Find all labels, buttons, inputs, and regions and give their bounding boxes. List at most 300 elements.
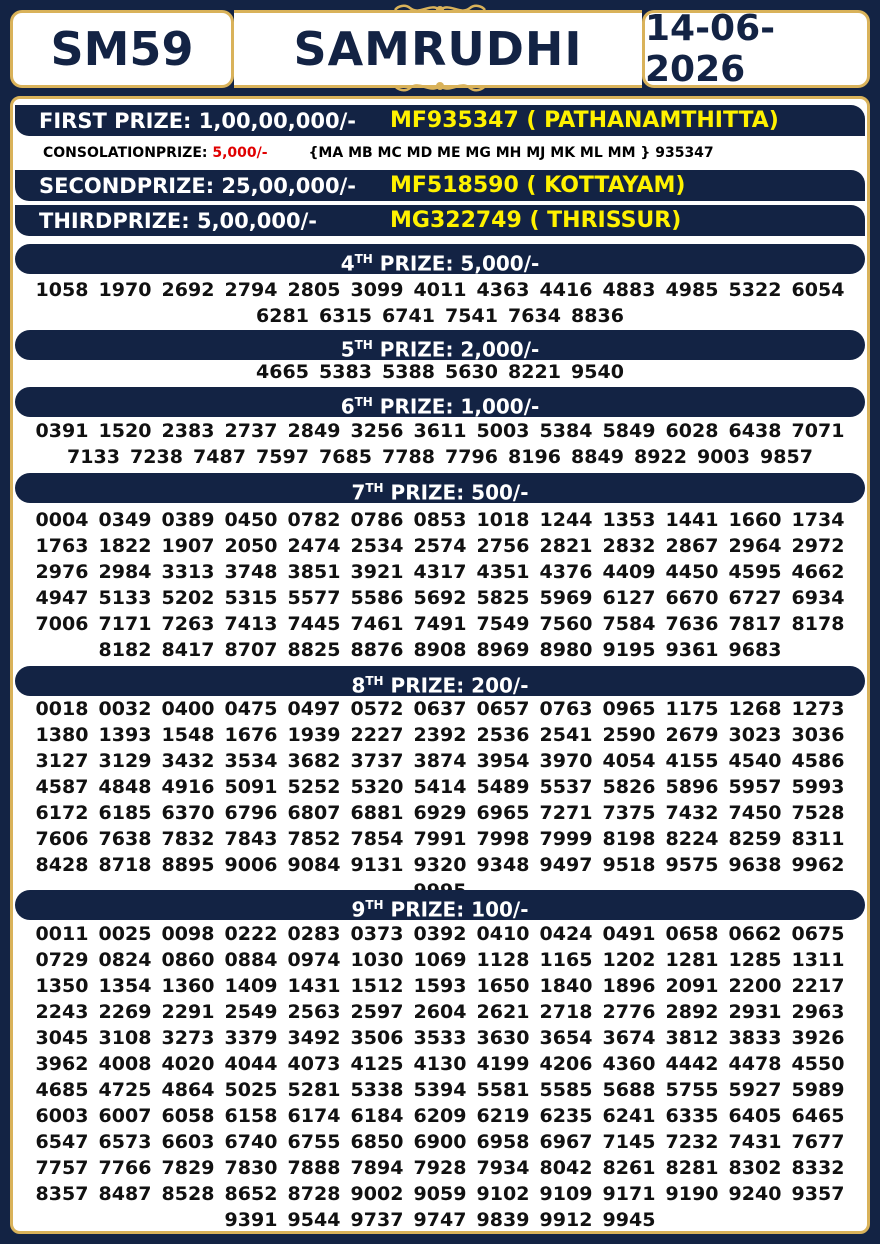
ticket-number: 7830 <box>224 1157 278 1179</box>
ticket-number: 4478 <box>728 1053 782 1075</box>
ticket-number: 8528 <box>161 1183 215 1205</box>
prize-9-numbers <box>13 921 867 1233</box>
ticket-number: 1822 <box>98 535 152 557</box>
draw-code: SM59 <box>50 22 194 76</box>
ticket-number: 4008 <box>98 1053 152 1075</box>
ticket-number: 3533 <box>413 1027 467 1049</box>
ticket-number: 9497 <box>539 854 593 876</box>
ticket-number: 6370 <box>161 802 215 824</box>
ticket-number: 2050 <box>224 535 278 557</box>
ticket-number: 1353 <box>602 509 656 531</box>
ticket-number: 1970 <box>98 279 152 301</box>
ticket-number: 6438 <box>728 420 782 442</box>
ticket-number: 9320 <box>413 854 467 876</box>
ticket-number: 6219 <box>476 1105 530 1127</box>
ticket-number: 5577 <box>287 587 341 609</box>
ticket-number: 7528 <box>791 802 845 824</box>
ticket-number: 8922 <box>634 446 687 468</box>
ticket-number: 6127 <box>602 587 656 609</box>
ticket-number: 2383 <box>161 420 215 442</box>
ticket-number: 3127 <box>35 750 89 772</box>
ticket-number: 4199 <box>476 1053 530 1075</box>
ticket-number: 3506 <box>350 1027 404 1049</box>
ticket-number: 1409 <box>224 975 278 997</box>
ticket-number: 9575 <box>665 854 719 876</box>
ticket-number: 0475 <box>224 698 278 720</box>
ticket-number: 6241 <box>602 1105 656 1127</box>
number-row <box>13 507 867 533</box>
ticket-number: 8332 <box>791 1157 845 1179</box>
ticket-number: 1311 <box>791 949 845 971</box>
ticket-number: 1907 <box>161 535 215 557</box>
ticket-number: 2549 <box>224 1001 278 1023</box>
ticket-number: 6335 <box>665 1105 719 1127</box>
ticket-number: 6727 <box>728 587 782 609</box>
ticket-number: 3023 <box>728 724 782 746</box>
ticket-number: 9857 <box>760 446 813 468</box>
ticket-number: 4155 <box>665 750 719 772</box>
ticket-number: 3256 <box>350 420 404 442</box>
ticket-number: 9540 <box>571 361 624 383</box>
ticket-number: 7560 <box>539 613 593 635</box>
ticket-number: 8196 <box>508 446 561 468</box>
first-prize-winner: MF935347 ( PATHANAMTHITTA) <box>390 108 779 133</box>
ticket-number: 4586 <box>791 750 845 772</box>
ticket-number: 1285 <box>728 949 782 971</box>
ticket-number: 8908 <box>413 639 467 661</box>
ticket-number: 2597 <box>350 1001 404 1023</box>
ticket-number: 2692 <box>161 279 215 301</box>
number-row <box>13 1207 867 1233</box>
ticket-number: 6281 <box>256 305 309 327</box>
ticket-number: 4540 <box>728 750 782 772</box>
consolation-prize-line <box>43 145 714 161</box>
ticket-number: 2718 <box>539 1001 593 1023</box>
ticket-number: 6807 <box>287 802 341 824</box>
ticket-number: 6934 <box>791 587 845 609</box>
ticket-number: 4409 <box>602 561 656 583</box>
ticket-number: 7375 <box>602 802 656 824</box>
ornament-bottom <box>390 78 490 94</box>
ticket-number: 4985 <box>665 279 719 301</box>
number-row <box>13 999 867 1025</box>
ticket-number: 1520 <box>98 420 152 442</box>
ticket-number: 5394 <box>413 1079 467 1101</box>
ticket-number: 1273 <box>791 698 845 720</box>
ticket-number: 9683 <box>728 639 782 661</box>
ticket-number: 5969 <box>539 587 593 609</box>
results-sheet <box>10 96 870 1234</box>
ticket-number: 7766 <box>98 1157 152 1179</box>
ticket-number: 5585 <box>539 1079 593 1101</box>
ticket-number: 9059 <box>413 1183 467 1205</box>
ticket-number: 7432 <box>665 802 719 824</box>
ticket-number: 8836 <box>571 305 624 327</box>
ticket-number: 1354 <box>98 975 152 997</box>
prize-4-amount: PRIZE: 5,000/- <box>372 251 540 276</box>
ticket-number: 6755 <box>287 1131 341 1153</box>
ticket-number: 7431 <box>728 1131 782 1153</box>
ticket-number: 0025 <box>98 923 152 945</box>
prize-4-numbers <box>13 277 867 329</box>
ticket-number: 7461 <box>350 613 404 635</box>
ticket-number: 9737 <box>350 1209 404 1231</box>
ticket-number: 7843 <box>224 828 278 850</box>
ticket-number: 1650 <box>476 975 530 997</box>
ticket-number: 2563 <box>287 1001 341 1023</box>
ticket-number: 8895 <box>161 854 215 876</box>
third-prize-winner: MG322749 ( THRISSUR) <box>390 208 682 233</box>
ticket-number: 0098 <box>161 923 215 945</box>
ticket-number: 1030 <box>350 949 404 971</box>
ticket-number: 2892 <box>665 1001 719 1023</box>
ticket-number: 4916 <box>161 776 215 798</box>
ticket-number: 3851 <box>287 561 341 583</box>
ticket-number: 9962 <box>791 854 845 876</box>
ticket-number: 7928 <box>413 1157 467 1179</box>
ticket-number: 9084 <box>287 854 341 876</box>
ticket-number: 3379 <box>224 1027 278 1049</box>
ticket-number: 6405 <box>728 1105 782 1127</box>
ticket-number: 7232 <box>665 1131 719 1153</box>
prize-5-suffix: TH <box>354 338 373 352</box>
prize-4-ordinal: 4 <box>340 251 355 276</box>
ticket-number: 7487 <box>193 446 246 468</box>
ticket-number: 1431 <box>287 975 341 997</box>
ticket-number: 8311 <box>791 828 845 850</box>
prize-7-suffix: TH <box>365 481 384 495</box>
ticket-number: 9006 <box>224 854 278 876</box>
ticket-number: 0424 <box>539 923 593 945</box>
draw-code-box <box>10 10 234 88</box>
ticket-number: 0392 <box>413 923 467 945</box>
number-row <box>13 1129 867 1155</box>
ticket-number: 6740 <box>224 1131 278 1153</box>
ticket-number: 8487 <box>98 1183 152 1205</box>
ticket-number: 7999 <box>539 828 593 850</box>
ticket-number: 9361 <box>665 639 719 661</box>
ticket-number: 3492 <box>287 1027 341 1049</box>
prize-9-suffix: TH <box>365 898 384 912</box>
ticket-number: 8357 <box>35 1183 89 1205</box>
ticket-number: 2200 <box>728 975 782 997</box>
ticket-number: 7071 <box>791 420 845 442</box>
ticket-number: 5202 <box>161 587 215 609</box>
ticket-number: 7271 <box>539 802 593 824</box>
ticket-number: 2737 <box>224 420 278 442</box>
ticket-number: 6058 <box>161 1105 215 1127</box>
ticket-number: 8417 <box>161 639 215 661</box>
number-row <box>13 585 867 611</box>
ticket-number: 5281 <box>287 1079 341 1101</box>
ticket-number: 7788 <box>382 446 435 468</box>
number-row <box>13 800 867 826</box>
ticket-number: 8969 <box>476 639 530 661</box>
ticket-number: 5581 <box>476 1079 530 1101</box>
ticket-number: 9102 <box>476 1183 530 1205</box>
date-box <box>642 10 870 88</box>
ticket-number: 3682 <box>287 750 341 772</box>
ticket-number: 0675 <box>791 923 845 945</box>
ticket-number: 4883 <box>602 279 656 301</box>
ticket-number: 6158 <box>224 1105 278 1127</box>
ticket-number: 1350 <box>35 975 89 997</box>
ticket-number: 3748 <box>224 561 278 583</box>
ticket-number: 8876 <box>350 639 404 661</box>
ticket-number: 7796 <box>445 446 498 468</box>
second-prize-bar <box>15 170 865 201</box>
ticket-number: 9839 <box>476 1209 530 1231</box>
ticket-number: 8224 <box>665 828 719 850</box>
ticket-number: 1734 <box>791 509 845 531</box>
ticket-number: 7888 <box>287 1157 341 1179</box>
ticket-number: 7685 <box>319 446 372 468</box>
ticket-number: 5383 <box>319 361 372 383</box>
ticket-number: 9357 <box>791 1183 845 1205</box>
ticket-number: 8042 <box>539 1157 593 1179</box>
number-row <box>13 921 867 947</box>
ticket-number: 4864 <box>161 1079 215 1101</box>
ticket-number: 3654 <box>539 1027 593 1049</box>
ticket-number: 7541 <box>445 305 498 327</box>
ticket-number: 1763 <box>35 535 89 557</box>
ticket-number: 8718 <box>98 854 152 876</box>
ticket-number: 6603 <box>161 1131 215 1153</box>
lottery-name: SAMRUDHI <box>293 22 583 76</box>
ticket-number: 2794 <box>224 279 278 301</box>
ticket-number: 9003 <box>697 446 750 468</box>
ticket-number: 3611 <box>413 420 467 442</box>
ticket-number: 9109 <box>539 1183 593 1205</box>
ticket-number: 8281 <box>665 1157 719 1179</box>
ticket-number: 4317 <box>413 561 467 583</box>
ticket-number: 3954 <box>476 750 530 772</box>
ticket-number: 9002 <box>350 1183 404 1205</box>
ticket-number: 9195 <box>602 639 656 661</box>
ticket-number: 0860 <box>161 949 215 971</box>
prize-7-numbers <box>13 507 867 663</box>
ticket-number: 9747 <box>413 1209 467 1231</box>
prize-9-ordinal: 9 <box>351 897 366 922</box>
number-row <box>13 1155 867 1181</box>
ticket-number: 0658 <box>665 923 719 945</box>
prize-5-ordinal: 5 <box>340 337 355 362</box>
ticket-number: 4848 <box>98 776 152 798</box>
number-row <box>13 826 867 852</box>
ticket-number: 0004 <box>35 509 89 531</box>
ticket-number: 6465 <box>791 1105 845 1127</box>
ticket-number: 0389 <box>161 509 215 531</box>
ticket-number: 8728 <box>287 1183 341 1205</box>
ticket-number: 3108 <box>98 1027 152 1049</box>
number-row <box>13 1025 867 1051</box>
ticket-number: 0637 <box>413 698 467 720</box>
draw-date: 14-06-2026 <box>645 8 776 90</box>
ticket-number: 2756 <box>476 535 530 557</box>
ticket-number: 0222 <box>224 923 278 945</box>
ticket-number: 6174 <box>287 1105 341 1127</box>
ticket-number: 0786 <box>350 509 404 531</box>
ticket-number: 0450 <box>224 509 278 531</box>
ticket-number: 7584 <box>602 613 656 635</box>
ticket-number: 5688 <box>602 1079 656 1101</box>
ticket-number: 6007 <box>98 1105 152 1127</box>
prize-4-header <box>15 244 865 274</box>
number-row <box>13 1077 867 1103</box>
ticket-number: 2269 <box>98 1001 152 1023</box>
ticket-number: 7854 <box>350 828 404 850</box>
ticket-number: 5322 <box>728 279 782 301</box>
ticket-number: 2963 <box>791 1001 845 1023</box>
number-row <box>13 1181 867 1207</box>
ticket-number: 8178 <box>791 613 845 635</box>
number-row <box>13 852 867 878</box>
ticket-number: 4130 <box>413 1053 467 1075</box>
number-row <box>13 418 867 444</box>
ticket-number: 1548 <box>161 724 215 746</box>
third-prize-bar <box>15 205 865 236</box>
ticket-number: 2976 <box>35 561 89 583</box>
ticket-number: 7606 <box>35 828 89 850</box>
ticket-number: 7171 <box>98 613 152 635</box>
ticket-number: 6172 <box>35 802 89 824</box>
ticket-number: 1896 <box>602 975 656 997</box>
third-prize-label: THIRDPRIZE: 5,00,000/- <box>39 209 317 233</box>
ticket-number: 2821 <box>539 535 593 557</box>
number-row <box>13 533 867 559</box>
ticket-number: 0782 <box>287 509 341 531</box>
ticket-number: 5315 <box>224 587 278 609</box>
ticket-number: 4947 <box>35 587 89 609</box>
ticket-number: 9912 <box>539 1209 593 1231</box>
ticket-number: 4376 <box>539 561 593 583</box>
ticket-number: 9945 <box>602 1209 656 1231</box>
ticket-number: 4073 <box>287 1053 341 1075</box>
prize-5-numbers <box>13 359 867 385</box>
ticket-number: 3926 <box>791 1027 845 1049</box>
ticket-number: 5692 <box>413 587 467 609</box>
ticket-number: 2243 <box>35 1001 89 1023</box>
ticket-number: 8849 <box>571 446 624 468</box>
ticket-number: 5003 <box>476 420 530 442</box>
number-row <box>13 722 867 748</box>
ticket-number: 7636 <box>665 613 719 635</box>
ticket-number: 4450 <box>665 561 719 583</box>
ticket-number: 7677 <box>791 1131 845 1153</box>
ticket-number: 5025 <box>224 1079 278 1101</box>
ticket-number: 5825 <box>476 587 530 609</box>
ticket-number: 2972 <box>791 535 845 557</box>
ticket-number: 0391 <box>35 420 89 442</box>
prize-8-ordinal: 8 <box>351 673 366 698</box>
ticket-number: 6850 <box>350 1131 404 1153</box>
ticket-number: 3534 <box>224 750 278 772</box>
ticket-number: 3432 <box>161 750 215 772</box>
ticket-number: 3129 <box>98 750 152 772</box>
ticket-number: 4363 <box>476 279 530 301</box>
ticket-number: 3099 <box>350 279 404 301</box>
number-row <box>13 748 867 774</box>
ticket-number: 4685 <box>35 1079 89 1101</box>
ticket-number: 6929 <box>413 802 467 824</box>
ticket-number: 2984 <box>98 561 152 583</box>
ticket-number: 2805 <box>287 279 341 301</box>
ticket-number: 1268 <box>728 698 782 720</box>
prize-6-numbers <box>13 418 867 470</box>
ticket-number: 6900 <box>413 1131 467 1153</box>
ticket-number: 7817 <box>728 613 782 635</box>
number-row <box>13 303 867 329</box>
ticket-number: 2291 <box>161 1001 215 1023</box>
ticket-number: 0884 <box>224 949 278 971</box>
ticket-number: 7491 <box>413 613 467 635</box>
ticket-number: 0729 <box>35 949 89 971</box>
ticket-number: 3812 <box>665 1027 719 1049</box>
ticket-number: 4662 <box>791 561 845 583</box>
ticket-number: 1939 <box>287 724 341 746</box>
ticket-number: 6670 <box>665 587 719 609</box>
ticket-number: 8261 <box>602 1157 656 1179</box>
ticket-number: 7829 <box>161 1157 215 1179</box>
ticket-number: 5489 <box>476 776 530 798</box>
ticket-number: 5989 <box>791 1079 845 1101</box>
ticket-number: 7238 <box>130 446 183 468</box>
ticket-number: 1202 <box>602 949 656 971</box>
ticket-number: 5927 <box>728 1079 782 1101</box>
ticket-number: 5133 <box>98 587 152 609</box>
ticket-number: 0491 <box>602 923 656 945</box>
ticket-number: 9348 <box>476 854 530 876</box>
ticket-number: 5338 <box>350 1079 404 1101</box>
ticket-number: 7133 <box>67 446 120 468</box>
ticket-number: 2392 <box>413 724 467 746</box>
ticket-number: 9391 <box>224 1209 278 1231</box>
ticket-number: 1840 <box>539 975 593 997</box>
ticket-number: 3674 <box>602 1027 656 1049</box>
ticket-number: 1281 <box>665 949 719 971</box>
ticket-number: 1069 <box>413 949 467 971</box>
ticket-number: 5586 <box>350 587 404 609</box>
ticket-number: 8652 <box>224 1183 278 1205</box>
number-row <box>13 359 867 385</box>
ticket-number: 4044 <box>224 1053 278 1075</box>
ticket-number: 4725 <box>98 1079 152 1101</box>
ticket-number: 4125 <box>350 1053 404 1075</box>
number-row <box>13 947 867 973</box>
ticket-number: 7413 <box>224 613 278 635</box>
ticket-number: 4360 <box>602 1053 656 1075</box>
ticket-number: 6796 <box>224 802 278 824</box>
ticket-number: 1360 <box>161 975 215 997</box>
ticket-number: 6741 <box>382 305 435 327</box>
prize-6-ordinal: 6 <box>340 394 355 419</box>
ticket-number: 0011 <box>35 923 89 945</box>
ticket-number: 7450 <box>728 802 782 824</box>
ticket-number: 4550 <box>791 1053 845 1075</box>
ticket-number: 6547 <box>35 1131 89 1153</box>
ticket-number: 8302 <box>728 1157 782 1179</box>
prize-8-header <box>15 666 865 696</box>
ticket-number: 6881 <box>350 802 404 824</box>
prize-6-header <box>15 387 865 417</box>
first-prize-label: FIRST PRIZE: 1,00,00,000/- <box>39 109 356 133</box>
ticket-number: 7549 <box>476 613 530 635</box>
ticket-number: 3970 <box>539 750 593 772</box>
ticket-number: 0662 <box>728 923 782 945</box>
ticket-number: 6184 <box>350 1105 404 1127</box>
ticket-number: 9131 <box>350 854 404 876</box>
prize-8-amount: PRIZE: 200/- <box>383 673 529 698</box>
